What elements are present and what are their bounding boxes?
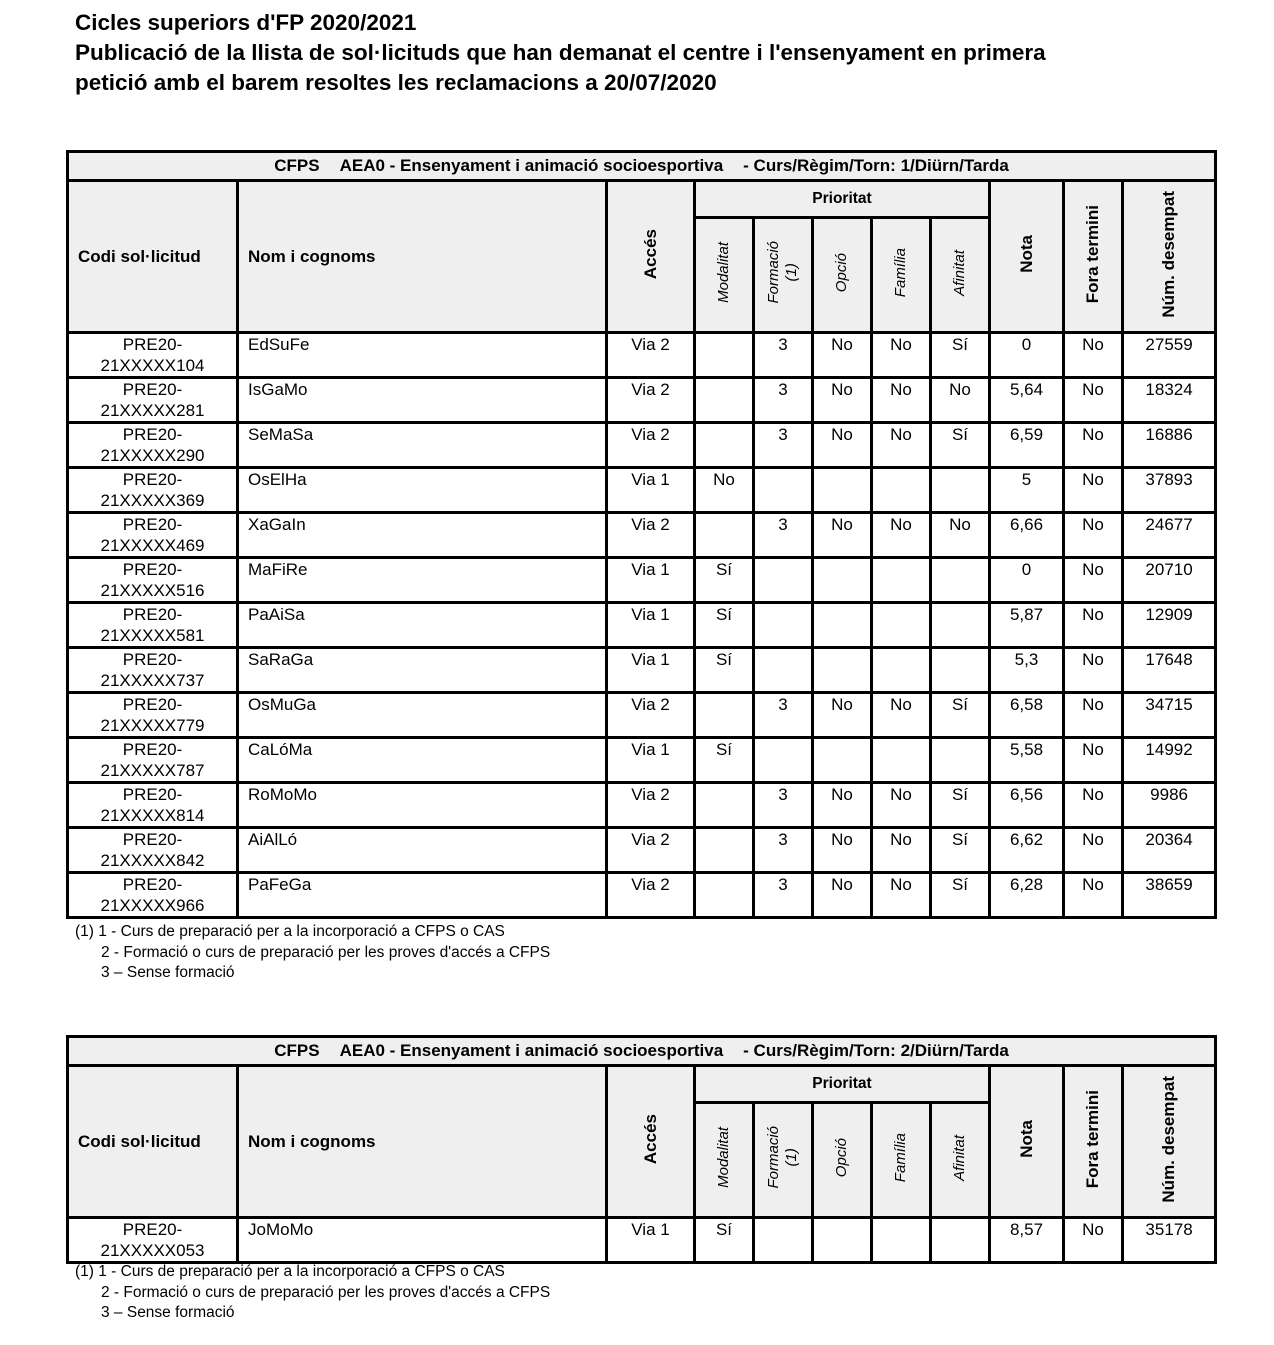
cell-nom: PaFeGa bbox=[238, 873, 607, 918]
cell-desempat: 9986 bbox=[1123, 783, 1216, 828]
cell-nom: RoMoMo bbox=[238, 783, 607, 828]
cell-modalitat bbox=[695, 873, 754, 918]
cell-acces: Via 1 bbox=[607, 603, 695, 648]
cell-codi bbox=[68, 738, 238, 783]
codi-line-1: PRE20- bbox=[122, 560, 183, 579]
cell-modalitat bbox=[695, 693, 754, 738]
codi-line-2: 21XXXXX516 bbox=[100, 581, 205, 600]
cell-familia bbox=[872, 558, 931, 603]
codi-line-1: PRE20- bbox=[122, 875, 183, 894]
cell-codi bbox=[68, 603, 238, 648]
column-header-familia bbox=[872, 218, 931, 333]
table-row bbox=[68, 873, 1216, 918]
column-header-opcio bbox=[813, 1103, 872, 1218]
cell-desempat: 12909 bbox=[1123, 603, 1216, 648]
cell-desempat: 20364 bbox=[1123, 828, 1216, 873]
cell-desempat: 20710 bbox=[1123, 558, 1216, 603]
column-header-modalitat-label: Modalitat bbox=[715, 1127, 732, 1188]
codi-line-2: 21XXXXX369 bbox=[100, 491, 205, 510]
column-header-familia-label: Família bbox=[892, 247, 909, 298]
column-header-afinitat bbox=[931, 1103, 990, 1218]
cell-codi bbox=[68, 513, 238, 558]
table-row bbox=[68, 693, 1216, 738]
cell-nota: 5 bbox=[990, 468, 1064, 513]
column-header-nom: Nom i cognoms bbox=[238, 181, 607, 333]
cell-formacio bbox=[754, 738, 813, 783]
cell-acces: Via 2 bbox=[607, 693, 695, 738]
cell-nom: CaLóMa bbox=[238, 738, 607, 783]
column-header-fora-termini bbox=[1064, 181, 1123, 333]
cell-fora: No bbox=[1064, 558, 1123, 603]
cell-acces: Via 2 bbox=[607, 513, 695, 558]
footnote-line-3: 3 – Sense formació bbox=[101, 964, 235, 981]
cell-afinitat bbox=[931, 603, 990, 648]
column-header-acces bbox=[607, 181, 695, 333]
cell-codi bbox=[68, 423, 238, 468]
column-header-prioritat: Prioritat bbox=[695, 1066, 990, 1103]
cell-nom: IsGaMo bbox=[238, 378, 607, 423]
codi-line-1: PRE20- bbox=[122, 740, 183, 759]
document-title-line-2: Publicació de la llista de sol·licituds que han demanat el centre i l'ensenyament en primera bbox=[75, 40, 1046, 65]
cell-familia: No bbox=[872, 828, 931, 873]
table-row bbox=[68, 378, 1216, 423]
column-header-afinitat-label: Afinitat bbox=[951, 1134, 968, 1181]
cell-codi bbox=[68, 693, 238, 738]
cell-familia bbox=[872, 603, 931, 648]
codi-line-1: PRE20- bbox=[122, 515, 183, 534]
cell-nota: 6,56 bbox=[990, 783, 1064, 828]
column-header-num-desempat-label: Núm. desempat bbox=[1159, 190, 1179, 318]
cell-nom: PaAiSa bbox=[238, 603, 607, 648]
footnote-line-2: 2 - Formació o curs de preparació per les proves d'accés a CFPS bbox=[101, 943, 551, 961]
cell-fora: No bbox=[1064, 738, 1123, 783]
codi-line-1: PRE20- bbox=[122, 650, 183, 669]
cell-acces: Via 2 bbox=[607, 333, 695, 378]
cell-opcio: No bbox=[813, 423, 872, 468]
table-row bbox=[68, 828, 1216, 873]
cell-modalitat: Sí bbox=[695, 603, 754, 648]
cell-opcio bbox=[813, 558, 872, 603]
cell-modalitat: Sí bbox=[695, 648, 754, 693]
column-header-num-desempat bbox=[1123, 1066, 1216, 1218]
table-title-prefix: CFPS bbox=[274, 156, 320, 175]
cell-nom: XaGaIn bbox=[238, 513, 607, 558]
footnote bbox=[75, 922, 550, 984]
cell-familia bbox=[872, 1218, 931, 1263]
cell-modalitat bbox=[695, 783, 754, 828]
cell-nota: 8,57 bbox=[990, 1218, 1064, 1263]
table-row bbox=[68, 603, 1216, 648]
codi-line-2: 21XXXXX469 bbox=[100, 536, 205, 555]
codi-line-2: 21XXXXX104 bbox=[100, 356, 205, 375]
cell-afinitat: Sí bbox=[931, 333, 990, 378]
cell-modalitat bbox=[695, 828, 754, 873]
cell-codi bbox=[68, 333, 238, 378]
cell-formacio: 3 bbox=[754, 378, 813, 423]
cell-opcio bbox=[813, 648, 872, 693]
column-header-acces-label: Accés bbox=[640, 228, 660, 280]
table-body bbox=[68, 1218, 1216, 1263]
cell-familia: No bbox=[872, 333, 931, 378]
applications-table bbox=[66, 1035, 1217, 1264]
formacio-label-line-2: (1) bbox=[783, 1148, 800, 1167]
cell-familia: No bbox=[872, 873, 931, 918]
codi-line-2: 21XXXXX281 bbox=[100, 401, 205, 420]
column-header-opcio-label: Opció bbox=[833, 252, 850, 293]
cell-codi bbox=[68, 828, 238, 873]
table-title-course: AEA0 - Ensenyament i animació socioesportiva bbox=[339, 156, 724, 175]
cell-opcio bbox=[813, 1218, 872, 1263]
column-header-codi: Codi sol·licitud bbox=[68, 181, 238, 333]
codi-line-1: PRE20- bbox=[122, 830, 183, 849]
cell-acces: Via 2 bbox=[607, 378, 695, 423]
cell-opcio bbox=[813, 468, 872, 513]
codi-line-1: PRE20- bbox=[122, 695, 183, 714]
cell-codi bbox=[68, 783, 238, 828]
cell-fora: No bbox=[1064, 693, 1123, 738]
cell-acces: Via 1 bbox=[607, 738, 695, 783]
cell-nom: SaRaGa bbox=[238, 648, 607, 693]
column-header-nota bbox=[990, 1066, 1064, 1218]
cell-formacio: 3 bbox=[754, 513, 813, 558]
cell-fora: No bbox=[1064, 468, 1123, 513]
cell-fora: No bbox=[1064, 648, 1123, 693]
cell-nota: 6,59 bbox=[990, 423, 1064, 468]
codi-line-1: PRE20- bbox=[122, 605, 183, 624]
codi-line-2: 21XXXXX779 bbox=[100, 716, 205, 735]
column-header-codi: Codi sol·licitud bbox=[68, 1066, 238, 1218]
column-header-familia bbox=[872, 1103, 931, 1218]
cell-familia bbox=[872, 648, 931, 693]
cell-nota: 6,62 bbox=[990, 828, 1064, 873]
table-title bbox=[68, 1037, 1216, 1066]
footnote-line-1: (1) 1 - Curs de preparació per a la incorporació a CFPS o CAS bbox=[75, 1263, 505, 1280]
cell-desempat: 16886 bbox=[1123, 423, 1216, 468]
cell-acces: Via 1 bbox=[607, 1218, 695, 1263]
cell-nota: 5,58 bbox=[990, 738, 1064, 783]
cell-formacio bbox=[754, 558, 813, 603]
cell-desempat: 18324 bbox=[1123, 378, 1216, 423]
cell-formacio: 3 bbox=[754, 423, 813, 468]
codi-line-2: 21XXXXX842 bbox=[100, 851, 205, 870]
cell-afinitat bbox=[931, 648, 990, 693]
codi-line-2: 21XXXXX787 bbox=[100, 761, 205, 780]
cell-familia bbox=[872, 468, 931, 513]
cell-modalitat bbox=[695, 423, 754, 468]
cell-afinitat: Sí bbox=[931, 873, 990, 918]
cell-afinitat: No bbox=[931, 378, 990, 423]
cell-opcio bbox=[813, 603, 872, 648]
cell-afinitat bbox=[931, 468, 990, 513]
cell-fora: No bbox=[1064, 378, 1123, 423]
cell-acces: Via 1 bbox=[607, 468, 695, 513]
cell-desempat: 38659 bbox=[1123, 873, 1216, 918]
column-header-formacio bbox=[754, 218, 813, 333]
cell-familia: No bbox=[872, 693, 931, 738]
column-header-modalitat bbox=[695, 218, 754, 333]
cell-fora: No bbox=[1064, 783, 1123, 828]
column-header-acces bbox=[607, 1066, 695, 1218]
cell-formacio: 3 bbox=[754, 828, 813, 873]
cell-codi bbox=[68, 873, 238, 918]
footnote-line-3: 3 – Sense formació bbox=[101, 1304, 235, 1321]
codi-line-1: PRE20- bbox=[122, 425, 183, 444]
cell-nom: SeMaSa bbox=[238, 423, 607, 468]
document-title-line-3: petició amb el barem resoltes les reclamacions a 20/07/2020 bbox=[75, 70, 717, 95]
cell-formacio bbox=[754, 603, 813, 648]
codi-line-2: 21XXXXX290 bbox=[100, 446, 205, 465]
cell-nom: EdSuFe bbox=[238, 333, 607, 378]
cell-acces: Via 1 bbox=[607, 648, 695, 693]
column-header-formacio-label bbox=[765, 241, 801, 304]
formacio-label-line-1: Formació bbox=[765, 1126, 782, 1189]
table-title-prefix: CFPS bbox=[274, 1041, 320, 1060]
cell-fora: No bbox=[1064, 873, 1123, 918]
codi-line-2: 21XXXXX966 bbox=[100, 896, 205, 915]
codi-line-2: 21XXXXX581 bbox=[100, 626, 205, 645]
cell-formacio: 3 bbox=[754, 873, 813, 918]
cell-formacio: 3 bbox=[754, 333, 813, 378]
table-row bbox=[68, 558, 1216, 603]
table-title-regime: - Curs/Règim/Torn: 1/Diürn/Tarda bbox=[743, 156, 1009, 175]
table-row bbox=[68, 1218, 1216, 1263]
cell-fora: No bbox=[1064, 333, 1123, 378]
cell-nom: AiAlLó bbox=[238, 828, 607, 873]
codi-line-1: PRE20- bbox=[122, 1220, 183, 1239]
column-header-afinitat-label: Afinitat bbox=[951, 249, 968, 296]
cell-afinitat: Sí bbox=[931, 783, 990, 828]
cell-afinitat bbox=[931, 558, 990, 603]
cell-formacio: 3 bbox=[754, 693, 813, 738]
cell-fora: No bbox=[1064, 1218, 1123, 1263]
cell-opcio: No bbox=[813, 513, 872, 558]
cell-modalitat bbox=[695, 333, 754, 378]
cell-familia: No bbox=[872, 783, 931, 828]
cell-nota: 6,58 bbox=[990, 693, 1064, 738]
cell-acces: Via 1 bbox=[607, 558, 695, 603]
cell-modalitat: Sí bbox=[695, 738, 754, 783]
cell-opcio: No bbox=[813, 693, 872, 738]
cell-opcio: No bbox=[813, 828, 872, 873]
formacio-label-line-1: Formació bbox=[765, 241, 782, 304]
cell-formacio bbox=[754, 1218, 813, 1263]
cell-acces: Via 2 bbox=[607, 828, 695, 873]
cell-afinitat: Sí bbox=[931, 423, 990, 468]
table-title bbox=[68, 152, 1216, 181]
cell-acces: Via 2 bbox=[607, 783, 695, 828]
applications-section-1 bbox=[66, 150, 1214, 919]
column-header-fora-termini-label: Fora termini bbox=[1083, 204, 1102, 304]
cell-modalitat: Sí bbox=[695, 558, 754, 603]
cell-afinitat: Sí bbox=[931, 828, 990, 873]
cell-modalitat bbox=[695, 513, 754, 558]
column-header-nom: Nom i cognoms bbox=[238, 1066, 607, 1218]
column-header-fora-termini-label: Fora termini bbox=[1083, 1089, 1102, 1189]
cell-fora: No bbox=[1064, 603, 1123, 648]
cell-nom: OsMuGa bbox=[238, 693, 607, 738]
cell-formacio bbox=[754, 468, 813, 513]
cell-modalitat: Sí bbox=[695, 1218, 754, 1263]
cell-opcio: No bbox=[813, 378, 872, 423]
document-title bbox=[75, 8, 1046, 98]
applications-section-2 bbox=[66, 1035, 1214, 1264]
cell-familia: No bbox=[872, 513, 931, 558]
cell-nom: MaFiRe bbox=[238, 558, 607, 603]
cell-nom: JoMoMo bbox=[238, 1218, 607, 1263]
cell-desempat: 37893 bbox=[1123, 468, 1216, 513]
table-title-regime: - Curs/Règim/Torn: 2/Diürn/Tarda bbox=[743, 1041, 1009, 1060]
column-header-opcio-label: Opció bbox=[833, 1137, 850, 1178]
cell-desempat: 35178 bbox=[1123, 1218, 1216, 1263]
column-header-fora-termini bbox=[1064, 1066, 1123, 1218]
cell-acces: Via 2 bbox=[607, 423, 695, 468]
cell-nota: 0 bbox=[990, 333, 1064, 378]
cell-codi bbox=[68, 468, 238, 513]
cell-opcio: No bbox=[813, 333, 872, 378]
column-header-opcio bbox=[813, 218, 872, 333]
codi-line-1: PRE20- bbox=[122, 470, 183, 489]
applications-table bbox=[66, 150, 1217, 919]
cell-nota: 5,64 bbox=[990, 378, 1064, 423]
column-header-formacio bbox=[754, 1103, 813, 1218]
table-row bbox=[68, 333, 1216, 378]
cell-nota: 6,28 bbox=[990, 873, 1064, 918]
column-header-nota-label: Nota bbox=[1016, 235, 1036, 273]
document-title-line-1: Cicles superiors d'FP 2020/2021 bbox=[75, 10, 417, 35]
cell-familia: No bbox=[872, 423, 931, 468]
cell-nom: OsElHa bbox=[238, 468, 607, 513]
cell-codi bbox=[68, 648, 238, 693]
codi-line-1: PRE20- bbox=[122, 335, 183, 354]
cell-desempat: 14992 bbox=[1123, 738, 1216, 783]
cell-opcio: No bbox=[813, 873, 872, 918]
codi-line-2: 21XXXXX053 bbox=[100, 1241, 205, 1260]
cell-nota: 5,87 bbox=[990, 603, 1064, 648]
cell-desempat: 17648 bbox=[1123, 648, 1216, 693]
cell-opcio bbox=[813, 738, 872, 783]
column-header-nota-label: Nota bbox=[1016, 1120, 1036, 1158]
cell-fora: No bbox=[1064, 513, 1123, 558]
table-body bbox=[68, 333, 1216, 918]
cell-familia bbox=[872, 738, 931, 783]
column-header-num-desempat-label: Núm. desempat bbox=[1159, 1075, 1179, 1203]
codi-line-2: 21XXXXX814 bbox=[100, 806, 205, 825]
cell-nota: 5,3 bbox=[990, 648, 1064, 693]
cell-nota: 0 bbox=[990, 558, 1064, 603]
table-row bbox=[68, 423, 1216, 468]
cell-formacio bbox=[754, 648, 813, 693]
table-row bbox=[68, 513, 1216, 558]
table-row bbox=[68, 783, 1216, 828]
cell-desempat: 34715 bbox=[1123, 693, 1216, 738]
cell-modalitat: No bbox=[695, 468, 754, 513]
cell-codi bbox=[68, 1218, 238, 1263]
column-header-modalitat bbox=[695, 1103, 754, 1218]
column-header-familia-label: Família bbox=[892, 1132, 909, 1183]
cell-afinitat: Sí bbox=[931, 693, 990, 738]
column-header-nota bbox=[990, 181, 1064, 333]
footnote-line-1: (1) 1 - Curs de preparació per a la incorporació a CFPS o CAS bbox=[75, 923, 505, 940]
column-header-formacio-label bbox=[765, 1126, 801, 1189]
formacio-label-line-2: (1) bbox=[783, 263, 800, 282]
cell-opcio: No bbox=[813, 783, 872, 828]
column-header-afinitat bbox=[931, 218, 990, 333]
cell-desempat: 24677 bbox=[1123, 513, 1216, 558]
table-row bbox=[68, 468, 1216, 513]
table-row bbox=[68, 738, 1216, 783]
cell-codi bbox=[68, 558, 238, 603]
cell-afinitat bbox=[931, 1218, 990, 1263]
codi-line-1: PRE20- bbox=[122, 785, 183, 804]
table-row bbox=[68, 648, 1216, 693]
cell-codi bbox=[68, 378, 238, 423]
cell-nota: 6,66 bbox=[990, 513, 1064, 558]
cell-modalitat bbox=[695, 378, 754, 423]
column-header-modalitat-label: Modalitat bbox=[715, 242, 732, 303]
codi-line-1: PRE20- bbox=[122, 380, 183, 399]
footnote bbox=[75, 1262, 550, 1324]
cell-afinitat bbox=[931, 738, 990, 783]
cell-familia: No bbox=[872, 378, 931, 423]
cell-afinitat: No bbox=[931, 513, 990, 558]
cell-fora: No bbox=[1064, 828, 1123, 873]
cell-formacio: 3 bbox=[754, 783, 813, 828]
cell-desempat: 27559 bbox=[1123, 333, 1216, 378]
footnote-line-2: 2 - Formació o curs de preparació per les proves d'accés a CFPS bbox=[101, 1283, 551, 1301]
column-header-num-desempat bbox=[1123, 181, 1216, 333]
column-header-prioritat: Prioritat bbox=[695, 181, 990, 218]
codi-line-2: 21XXXXX737 bbox=[100, 671, 205, 690]
table-title-course: AEA0 - Ensenyament i animació socioesportiva bbox=[339, 1041, 724, 1060]
cell-fora: No bbox=[1064, 423, 1123, 468]
column-header-acces-label: Accés bbox=[640, 1113, 660, 1165]
cell-acces: Via 2 bbox=[607, 873, 695, 918]
